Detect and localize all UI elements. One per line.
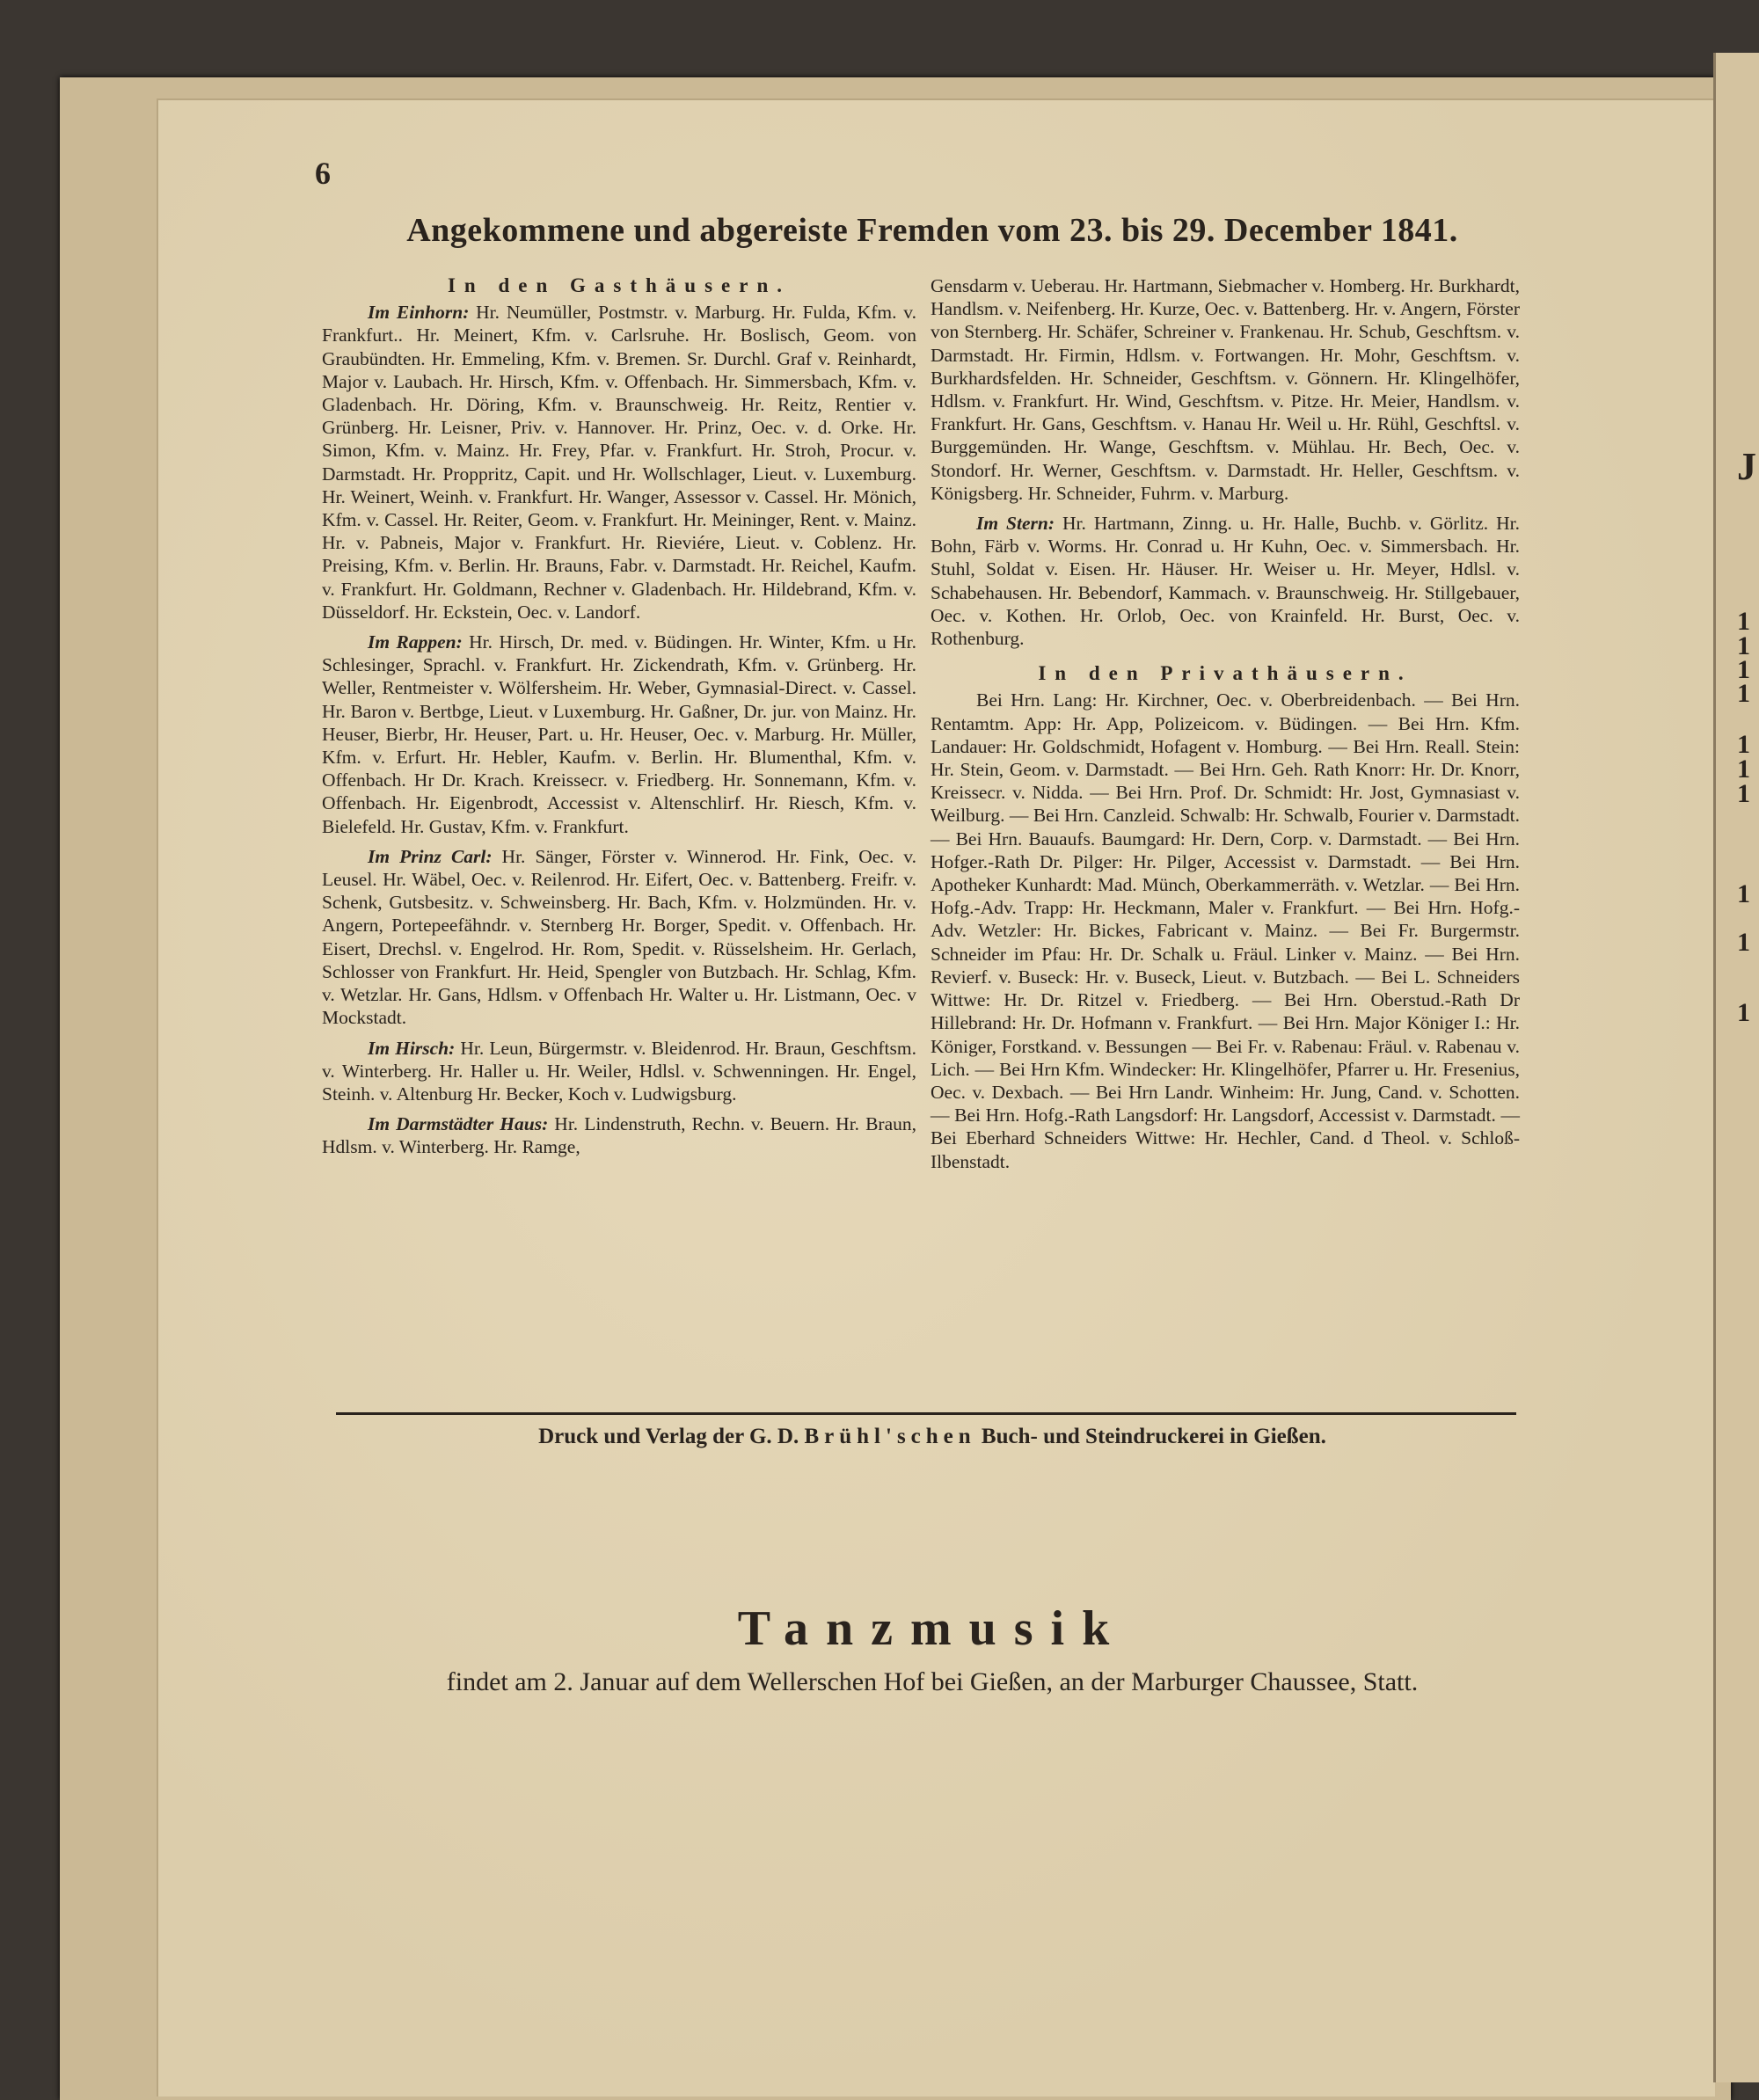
- next-page-fragment: 1: [1737, 879, 1750, 908]
- page-number: 6: [315, 156, 331, 191]
- entry-private-houses: Bei Hrn. Lang: Hr. Kirchner, Oec. v. Oberbreidenbach. — Bei Hrn. Rentamtm. App: Hr. App, Polizeicom. v. Büdingen. — Bei Hrn. Kfm. Landauer: Hr. Goldschmidt, Hofagent v. Homburg. — Bei Hrn. Reall. Stein: Hr. Stein, Geom. v. Darmstadt. — Bei Hrn. Geh. Rath Knorr: Hr. Dr. Knorr, Kreissecr. v. Nidda. — Bei Hrn. Prof. Dr. Schmidt: Hr. Jost, Gymnasiast v. Weilburg. — Bei Hrn. Canzleid. Schwalb: Hr. Schwalb, Fourier v. Darmstadt. — Bei Hrn. Bauaufs. Baumgard: Hr. Dern, Corp. v. Darmstadt. — Bei Hrn. Hofger.-Rath Dr. Pilger: Hr. Pilger, Accessist v. Darmstadt. — Bei Hrn. Apotheker Kunhardt: Mad. Münch, Oberkammerräth. v. Wetzlar. — Bei Hrn. Hofg.-Adv. Trapp: Hr. Heckmann, Maler v. Frankfurt. — Bei Hrn. Hofg.-Adv. Wetzler: Hr. Bickes, Fabricant v. Mainz. — Bei Fr. Burgermstr. Schneider im Pfau: Hr. Dr. Schalk u. Fräul. Linker v. Mainz. — Bei Hrn. Revierf. v. Buseck: Hr. v. Buseck, Lieut. v. Butzbach. — Bei L. Schneiders Wittwe: Hr. Dr. Ritzel v. Friedberg. — Bei Hrn. Oberstud.-Rath Dr Hillebrand: Hr. Dr. Hofmann v. Frankfurt. — Bei Hrn. Major Königer I.: Hr. Königer, Forstkand. v. Bessungen — Bei Fr. v. Rabenau: Fräul. v. Rabenau v. Lich. — Bei Hrn Kfm. Windecker: Hr. Klingelhöfer, Pfarrer u. Hr. Fresenius, Oec. v. Dexbach. — Bei Hrn Landr. Winheim: Hr. Jung, Cand. v. Schotten. — Bei Hrn. Hofg.-Rath Langsdorf: Hr. Langsdorf, Accessist v. Darmstadt. — Bei Eberhard Schneiders Wittwe: Hr. Hechler, Cand. d Theol. v. Schloß-Ilbenstadt.: [931, 689, 1520, 1172]
- entry-hirsch: [322, 1037, 916, 1106]
- entry-darmstaedter-haus: [322, 1112, 916, 1158]
- entry-text: Hr. Hirsch, Dr. med. v. Büdingen. Hr. Winter, Kfm. u Hr. Schlesinger, Sprachl. v. Frankfurt. Hr. Zickendrath, Kfm. v. Grünberg. Hr. Weller, Rentmeister v. Wölfersheim. Hr. Weber, Gymnasial-Direct. v. Cassel. Hr. Baron v. Bertbge, Lieut. v Luxemburg. Hr. Gaßner, Dr. jur. von Mainz. Hr. Heuser, Bierbr, Hr. Heuser, Part. u. Hr. Heuser, Oec. v. Marburg. Hr. Müller, Kfm. v. Erfurt. Hr. Hebler, Kaufm. v. Berlin. Hr. Blumenthal, Kfm. v. Offenbach. Hr Dr. Krach. Kreissecr. v. Friedberg. Hr. Sonnemann, Kfm. v. Offenbach. Hr. Eigenbrodt, Accessist v. Altenschlirf. Hr. Riesch, Kfm. v. Bielefeld. Hr. Gustav, Kfm. v. Frankfurt.: [322, 631, 916, 837]
- left-column: [322, 274, 916, 1166]
- next-page-edge: [1713, 53, 1759, 2082]
- right-column: [931, 274, 1520, 1180]
- entry-text: Hr. Lindenstruth, Rechn. v. Beuern. Hr. Braun, Hdlsm. v. Winterberg. Hr. Ramge,: [322, 1113, 917, 1158]
- imprint-text: Druck und Verlag der G. D.: [538, 1425, 805, 1448]
- entry-text: Hr. Neumüller, Postmstr. v. Marburg. Hr. Fulda, Kfm. v. Frankfurt.. Hr. Meinert, Kfm. v. Carlsruhe. Hr. Boslisch, Geom. von Graubündten. Hr. Emmeling, Kfm. v. Bremen. Sr. Durchl. Graf v. Reinhardt, Major v. Laubach. Hr. Hirsch, Kfm. v. Offenbach. Hr. Simmersbach, Kfm. v. Gladenbach. Hr. Döring, Kfm. v. Braunschweig. Hr. Reitz, Rentier v. Grünberg. Hr. Leisner, Priv. v. Hannover. Hr. Prinz, Oec. v. d. Orke. Hr. Simon, Kfm. v. Mainz. Hr. Frey, Pfar. v. Frankfurt. Hr. Stroh, Procur. v. Darmstadt. Hr. Proppritz, Capit. und Hr. Wollschlager, Lieut. v. Luxemburg. Hr. Weinert, Weinh. v. Frankfurt. Hr. Wanger, Assessor v. Cassel. Hr. Mönich, Kfm. v. Cassel. Hr. Reiter, Geom. v. Frankfurt. Hr. Meininger, Rent. v. Mainz. Hr. v. Pabneis, Major v. Frankfurt. Hr. Rieviére, Lieut. v. Coblenz. Hr. Preising, Kfm. v. Berlin. Hr. Brauns, Fabr. v. Darmstadt. Hr. Reichel, Kaufm. v. Frankfurt. Hr. Goldmann, Rechner v. Gladenbach. Hr. Hildebrand, Kfm. v. Düsseldorf. Hr. Eckstein, Oec. v. Landorf.: [322, 302, 916, 623]
- entry-text: Hr. Sänger, Förster v. Winnerod. Hr. Fink, Oec. v. Leusel. Hr. Wäbel, Oec. v. Reilenrod. Hr. Eifert, Oec. v. Battenberg. Freifr. v. Schenk, Gutsbesitz. v. Schweinsberg. Hr. Bach, Kfm. v. Holzmünden. Hr. v. Angern, Portepeefähndr. v. Sternberg Hr. Borger, Spedit. v. Offenbach. Hr. Eisert, Drechsl. v. Engelrod. Hr. Rom, Spedit. v. Rüsselsheim. Hr. Gerlach, Schlosser von Frankfurt. Hr. Heid, Spengler von Butzbach. Hr. Schlag, Kfm. v. Wetzlar. Hr. Gans, Hdlsm. v Offenbach Hr. Walter u. Hr. Listmann, Oec. v Mockstadt.: [322, 845, 916, 1029]
- next-page-fragment: 1: [1737, 631, 1750, 660]
- entry-rappen: [322, 631, 916, 838]
- next-page-fragment: 1: [1737, 779, 1750, 808]
- imprint-publisher: Brühl'schen: [804, 1425, 976, 1448]
- section-heading-inns: In den Gasthäusern.: [447, 274, 792, 296]
- entry-stern: [931, 512, 1520, 650]
- entry-prinz-carl: [322, 845, 916, 1030]
- entry-continuation: Gensdarm v. Ueberau. Hr. Hartmann, Siebmacher v. Homberg. Hr. Burkhardt, Handlsm. v. Neifenberg. Hr. Kurze, Oec. v. Battenberg. Hr. v. Angern, Förster von Sternberg. Hr. Schäfer, Schreiner v. Frankenau. Hr. Schub, Geschftsm. v. Darmstadt. Hr. Firmin, Hdlsm. v. Fortwangen. Hr. Mohr, Geschftsm. v. Burkhardsfelden. Hr. Schneider, Geschftsm. v. Gönnern. Hr. Klingelhöfer, Hdlsm. v. Frankfurt. Hr. Wind, Geschftsm. v. Pitze. Hr. Meier, Handlsm. v. Frankfurt. Hr. Gans, Geschftsm. v. Hanau Hr. Weil u. Hr. Rühl, Geschftsl. v. Burggemünden. Hr. Wange, Geschftsm. v. Mühlau. Hr. Bech, Oec. v. Stondorf. Hr. Werner, Geschftsm. v. Darmstadt. Hr. Heller, Geschftsm. v. Königsberg. Hr. Schneider, Fuhrm. v. Marburg.: [931, 275, 1520, 504]
- inn-name: Im Rappen:: [368, 631, 463, 653]
- next-page-fragment: 1: [1737, 755, 1750, 784]
- imprint-text: Buch- und Steindruckerei in Gießen.: [975, 1425, 1326, 1448]
- entry-text: Hr. Leun, Bürgermstr. v. Bleidenrod. Hr. Braun, Geschftsm. v. Winterberg. Hr. Haller u. Hr. Weiler, Hdlsl. v. Schwenningen. Hr. Engel, Steinh. v. Altenburg Hr. Becker, Koch v. Ludwigsburg.: [322, 1037, 916, 1105]
- inn-name: Im Einhorn:: [368, 302, 470, 324]
- next-page-fragment: 1: [1737, 655, 1750, 684]
- divider-rule: [336, 1412, 1516, 1415]
- announcement-text: findet am 2. Januar auf dem Wellerschen Hof bei Gießen, an der Marburger Chaussee, Statt.: [446, 1667, 1419, 1696]
- inn-name: Im Prinz Carl:: [368, 845, 493, 867]
- next-page-fragment: J: [1737, 445, 1756, 488]
- inn-name: Im Darmstädter Haus:: [368, 1113, 549, 1135]
- inn-name: Im Stern:: [976, 513, 1055, 535]
- next-page-fragment: 1: [1737, 679, 1750, 708]
- inn-name: Im Hirsch:: [368, 1037, 456, 1059]
- next-page-fragment: 1: [1737, 998, 1750, 1027]
- announcement-title: Tanzmusik: [737, 1601, 1128, 1656]
- next-page-fragment: 1: [1737, 607, 1750, 636]
- entry-einhorn: [322, 301, 916, 623]
- next-page-fragment: 1: [1737, 928, 1750, 957]
- section-heading-private-houses: In den Privathäusern.: [1038, 662, 1412, 685]
- page-title: Angekommene und abgereiste Fremden vom 23. bis 29. December 1841.: [406, 212, 1458, 249]
- entry-text: Hr. Hartmann, Zinng. u. Hr. Halle, Buchb. v. Görlitz. Hr. Bohn, Färb v. Worms. Hr. Conrad u. Hr Kuhn, Oec. v. Simmersbach. Hr. Stuhl, Soldat v. Eisen. Hr. Häuser. Hr. Weiser u. Hr. Meyer, Hdlsl. v. Schabehausen. Hr. Bebendorf, Kammach. v. Braunschweig. Hr. Stillgebauer, Oec. v. Kothen. Hr. Orlob, Oec. von Krainfeld. Hr. Burst, Oec. v. Rothenburg.: [931, 513, 1520, 650]
- next-page-fragment: 1: [1737, 730, 1750, 759]
- imprint: [334, 1425, 1530, 1449]
